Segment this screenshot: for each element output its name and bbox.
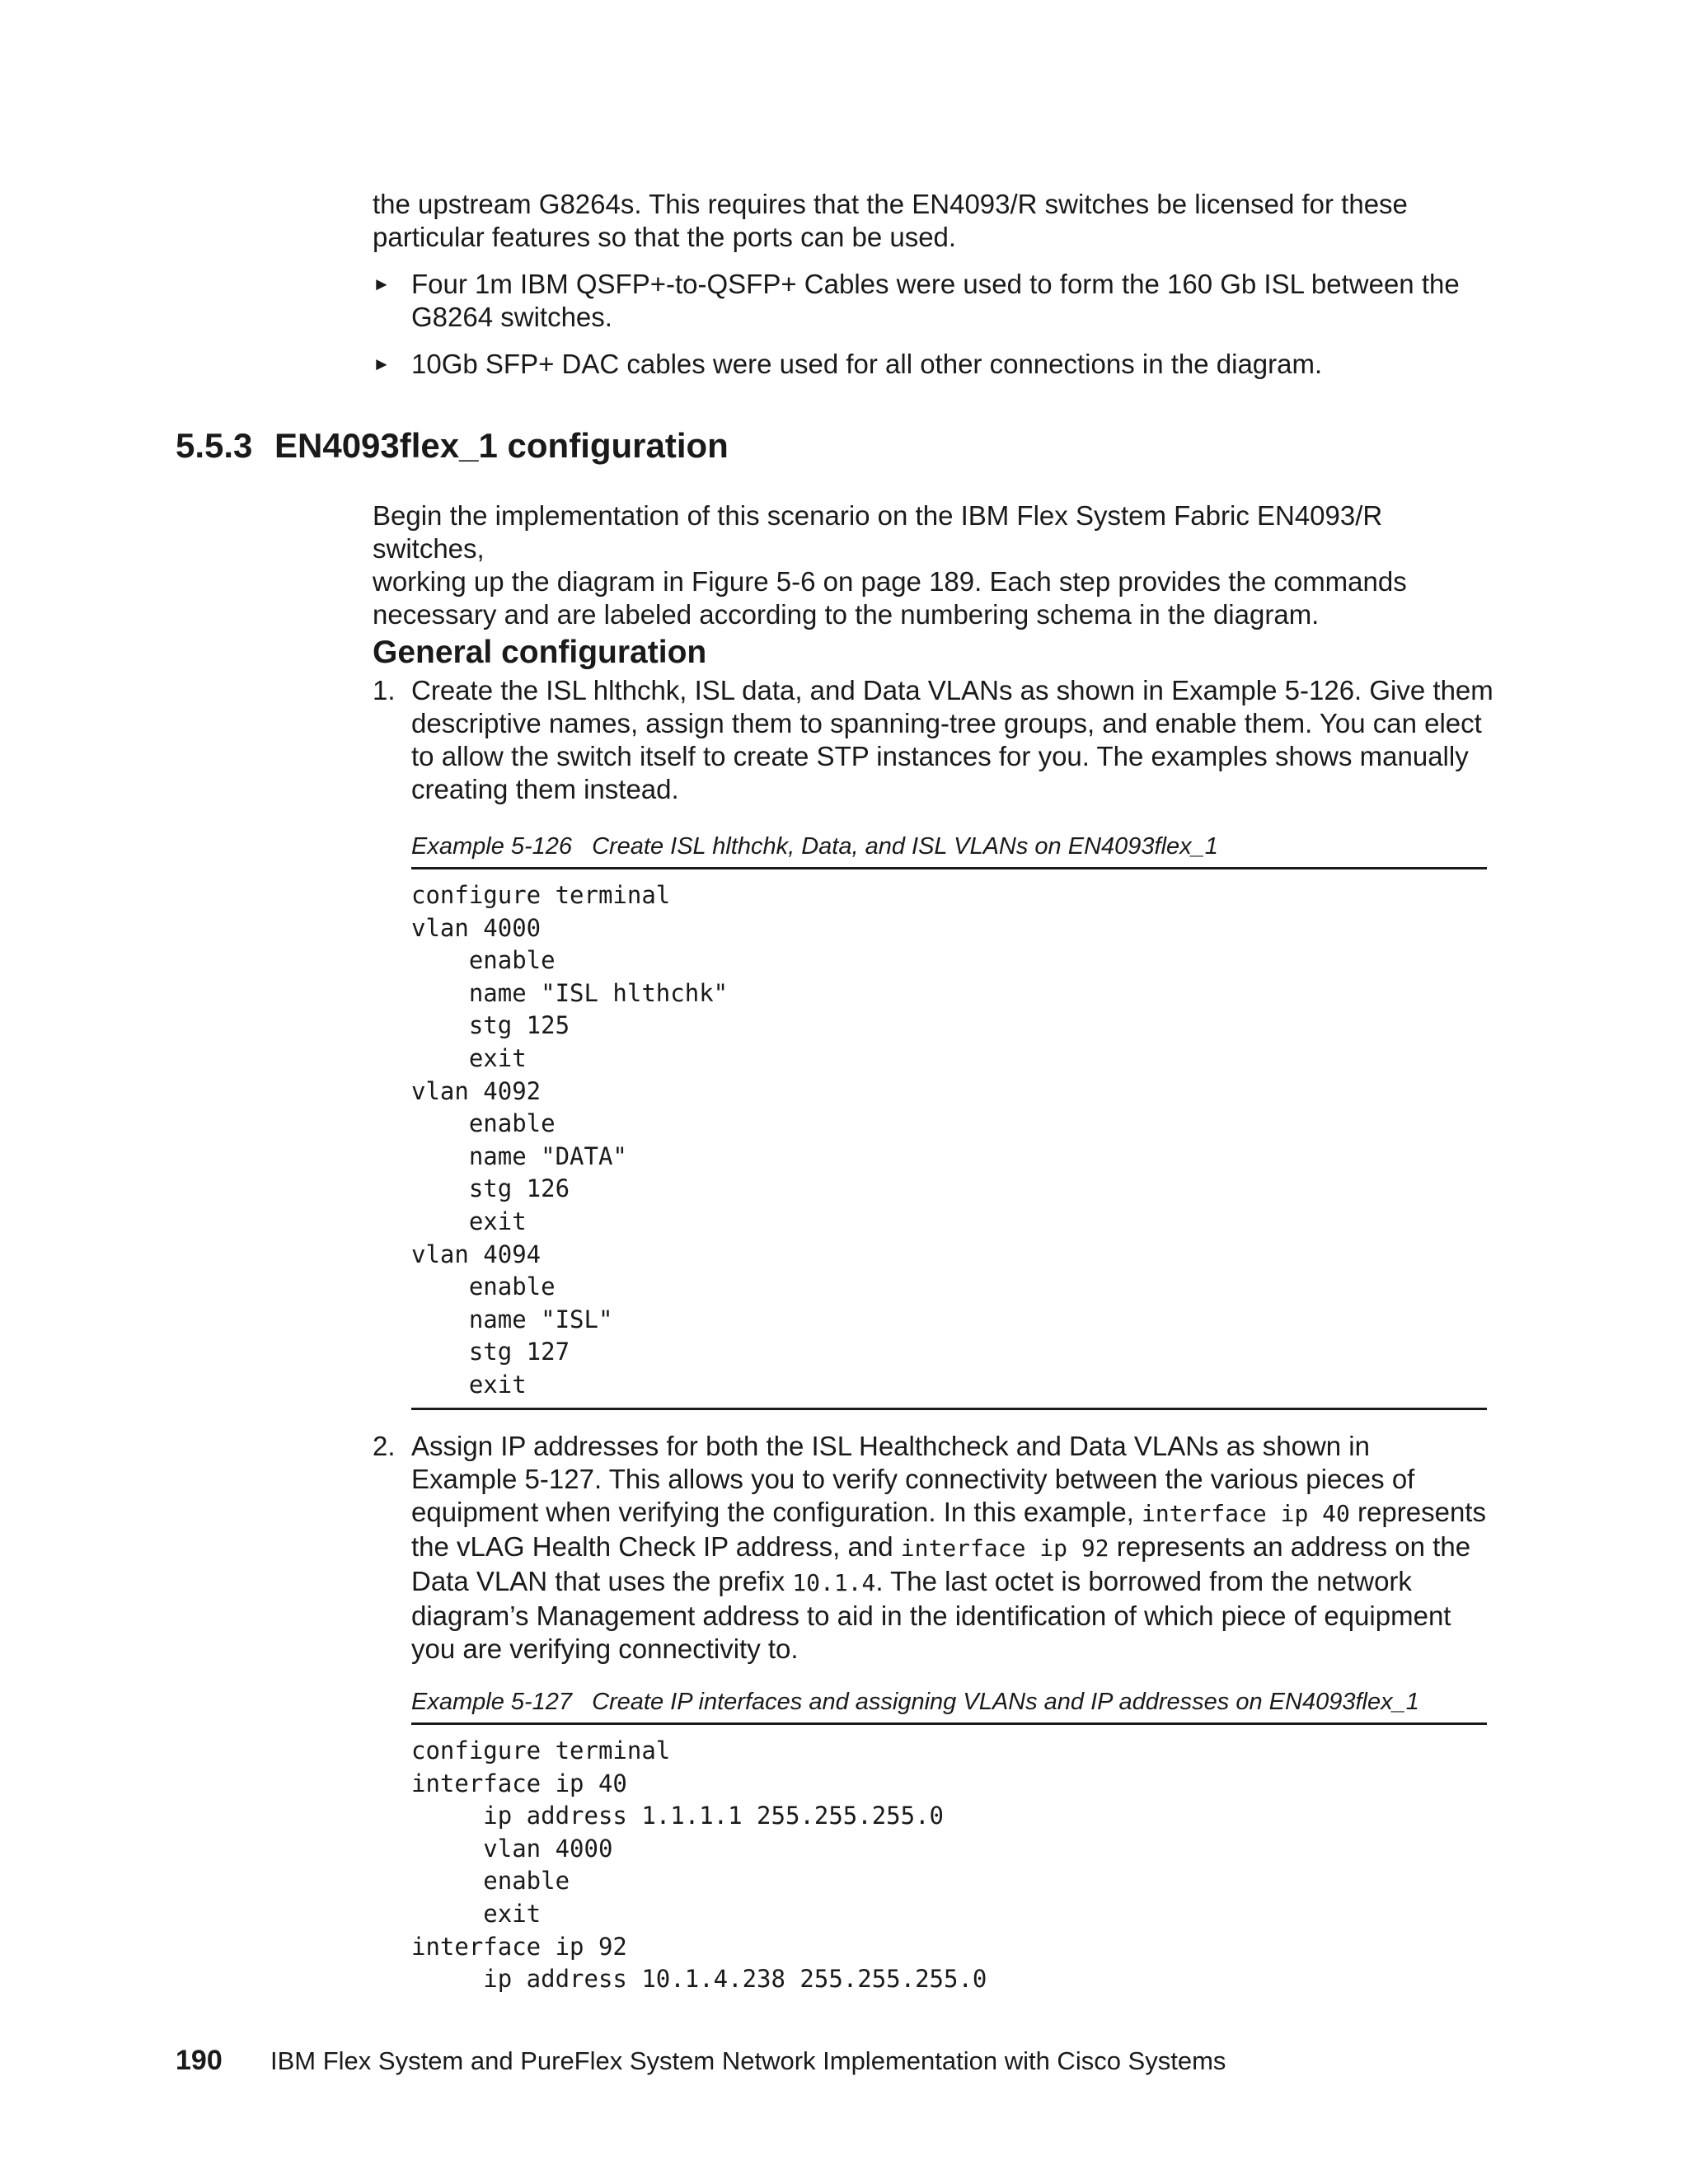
section-intro-line: Begin the implementation of this scenario on the IBM Flex System Fabric EN4093/R switches, [373,500,1383,564]
step-line [411,1496,1493,1530]
step-number: 1. [373,675,396,705]
intro-line-1: the upstream G8264s. This requires that the EN4093/R switches be licensed for these [373,189,1408,219]
text-span: represents [1349,1497,1486,1527]
example-caption [411,1686,1487,1725]
example-title: Create IP interfaces and assigning VLANs and IP addresses on EN4093flex_1 [592,1689,1419,1715]
step-line: Example 5-127. This allows you to verify connectivity between the various pieces of [411,1464,1415,1494]
example-label: Example 5-127 [411,1689,573,1715]
section-title: EN4093flex_1 configuration [274,426,729,465]
step-2 [373,1430,1493,1666]
page-number: 190 [176,2045,223,2076]
page-footer [176,2044,1226,2078]
step-1 [373,674,1493,806]
text-span: the vLAG Health Check IP address, and [411,1531,901,1562]
inline-code: interface ip 40 [1142,1500,1350,1527]
step-line [411,1565,1493,1600]
code-block: configure terminal vlan 4000 enable name "ISL hlthchk" stg 125 exit vlan 4092 enable name "DATA" stg 126 exit vlan 4094 enable name "ISL" stg 127 exit [411,881,729,1399]
bullet-text-line: G8264 switches. [411,302,612,332]
section-number: 5.5.3 [176,426,253,465]
inline-code: interface ip 92 [900,1535,1109,1562]
general-configuration-heading: General configuration [373,635,707,670]
inline-code: 10.1.4 [792,1569,876,1596]
step-line: Assign IP addresses for both the ISL Healthcheck and Data VLANs as shown in [411,1431,1370,1461]
step-line: creating them instead. [411,774,679,804]
step-line: diagram’s Management address to aid in the identification of which piece of equipment [411,1601,1451,1631]
example-caption [411,831,1487,869]
example-title: Create ISL hlthchk, Data, and ISL VLANs on EN4093flex_1 [592,833,1218,860]
text-span: . The last octet is borrowed from the network [875,1566,1412,1596]
section-intro-line: necessary and are labeled according to the numbering schema in the diagram. [373,599,1320,630]
text-span: represents an address on the [1109,1531,1471,1562]
step-line: you are verifying connectivity to. [411,1633,799,1664]
step-number: 2. [373,1431,396,1461]
book-title: IBM Flex System and PureFlex System Network Implementation with Cisco Systems [270,2046,1226,2075]
intro-line-2: particular features so that the ports can be used. [373,222,957,252]
text-span: equipment when verifying the configuration. In this example, [411,1497,1142,1527]
bullet-text-line: 10Gb SFP+ DAC cables were used for all other connections in the diagram. [411,349,1323,379]
bullet-item-dac-cables [373,348,1493,381]
code-block-bottom-rule [411,1408,1487,1410]
text-span: Data VLAN that uses the prefix [411,1566,793,1596]
section-heading [176,424,729,467]
step-line [411,1530,1493,1565]
step-line: to allow the switch itself to create STP instances for you. The examples shows manually [411,741,1469,771]
step-line: descriptive names, assign them to spanning-tree groups, and enable them. You can elect [411,708,1482,738]
section-intro [373,499,1493,631]
example-label: Example 5-126 [411,833,573,860]
bullet-item-qsfp-cables [373,268,1493,334]
bullet-triangle-icon: ► [373,274,391,294]
step-line: Create the ISL hlthchk, ISL data, and Data VLANs as shown in Example 5-126. Give them [411,675,1493,705]
intro-paragraph [373,188,1493,254]
section-intro-line: working up the diagram in Figure 5-6 on page 189. Each step provides the commands [373,566,1407,597]
bullet-text-line: Four 1m IBM QSFP+-to-QSFP+ Cables were used to form the 160 Gb ISL between the [411,269,1460,299]
bullet-triangle-icon: ► [373,354,391,374]
code-block: configure terminal interface ip 40 ip address 1.1.1.1 255.255.255.0 vlan 4000 enable exit interface ip 92 ip address 10.1.4.238 255.255.255.0 [411,1736,987,1994]
